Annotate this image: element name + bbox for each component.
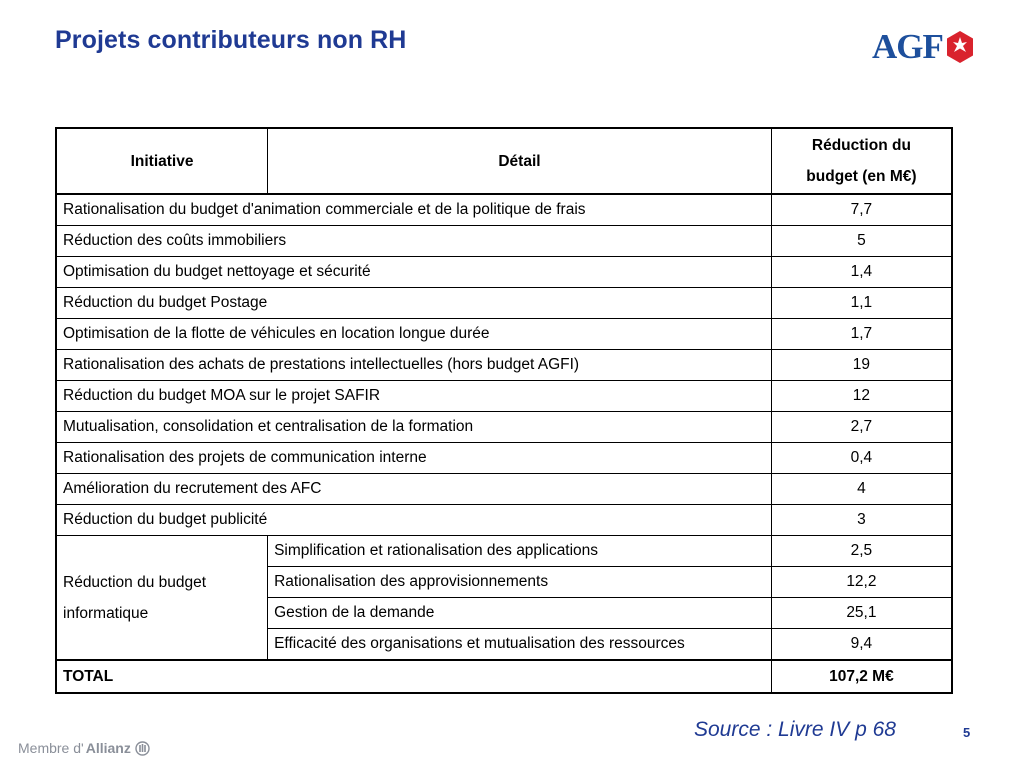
footer-prefix: Membre d' [18, 740, 84, 756]
it-detail: Gestion de la demande [268, 598, 772, 629]
row-value: 5 [771, 226, 952, 257]
it-value: 9,4 [771, 629, 952, 661]
table-row [56, 474, 952, 505]
footer-allianz: Allianz [85, 740, 131, 756]
header-detail: Détail [268, 128, 772, 194]
page-number: 5 [963, 725, 971, 740]
table-header-row [56, 128, 952, 194]
slide-title: Projets contributeurs non RH [55, 26, 407, 54]
row-value: 1,1 [771, 288, 952, 319]
table-row [56, 505, 952, 536]
total-spacer [268, 660, 772, 693]
header-reduction-line1: Réduction du [811, 137, 911, 154]
row-label: Rationalisation du budget d'animation commerciale et de la politique de frais [56, 194, 771, 226]
allianz-eagle-icon [135, 741, 150, 756]
row-label: Optimisation du budget nettoyage et sécurité [56, 257, 771, 288]
header-reduction [771, 128, 952, 194]
table-row [56, 194, 952, 226]
table-row [56, 443, 952, 474]
row-label: Mutualisation, consolidation et centralisation de la formation [56, 412, 771, 443]
row-label: Réduction du budget MOA sur le projet SAFIR [56, 381, 771, 412]
table-row-it-1 [56, 536, 952, 567]
header-reduction-line2: budget (en M€) [806, 168, 917, 185]
total-value: 107,2 M€ [771, 660, 952, 693]
it-group-label-line2: informatique [63, 604, 149, 622]
table-row [56, 257, 952, 288]
it-detail: Simplification et rationalisation des applications [268, 536, 772, 567]
budget-reduction-table [55, 127, 953, 694]
it-value: 2,5 [771, 536, 952, 567]
footer-brand [18, 740, 150, 756]
row-label: Amélioration du recrutement des AFC [56, 474, 771, 505]
row-value: 4 [771, 474, 952, 505]
row-value: 0,4 [771, 443, 952, 474]
row-label: Rationalisation des projets de communication interne [56, 443, 771, 474]
row-value: 19 [771, 350, 952, 381]
row-label: Rationalisation des achats de prestations intellectuelles (hors budget AGFI) [56, 350, 771, 381]
row-value: 1,4 [771, 257, 952, 288]
agf-logo [872, 28, 975, 66]
row-label: Réduction du budget Postage [56, 288, 771, 319]
it-group-label-line1: Réduction du budget [63, 573, 207, 591]
table-row [56, 381, 952, 412]
row-label: Réduction du budget publicité [56, 505, 771, 536]
it-value: 25,1 [771, 598, 952, 629]
table-row [56, 288, 952, 319]
it-group-label [56, 536, 268, 661]
logo-text: AGF [872, 27, 943, 66]
it-detail: Rationalisation des approvisionnements [268, 567, 772, 598]
table-row [56, 226, 952, 257]
row-value: 1,7 [771, 319, 952, 350]
it-value: 12,2 [771, 567, 952, 598]
row-value: 3 [771, 505, 952, 536]
table-row-total [56, 660, 952, 693]
header-initiative: Initiative [56, 128, 268, 194]
row-label: Réduction des coûts immobiliers [56, 226, 771, 257]
red-hexagon-emblem-icon [945, 30, 975, 64]
table-row [56, 412, 952, 443]
it-detail: Efficacité des organisations et mutualisation des ressources [268, 629, 772, 661]
row-value: 12 [771, 381, 952, 412]
row-label: Optimisation de la flotte de véhicules en location longue durée [56, 319, 771, 350]
row-value: 7,7 [771, 194, 952, 226]
row-value: 2,7 [771, 412, 952, 443]
table-row [56, 319, 952, 350]
total-label: TOTAL [56, 660, 268, 693]
table-row [56, 350, 952, 381]
source-note: Source : Livre IV p 68 [694, 718, 896, 741]
